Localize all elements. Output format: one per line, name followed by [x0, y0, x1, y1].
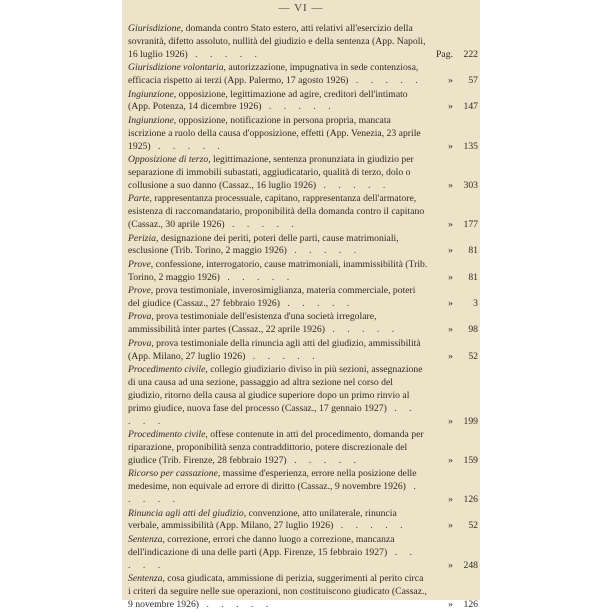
entry-text [128, 573, 428, 612]
index-entry [128, 508, 478, 534]
index-entries [128, 23, 478, 612]
index-entry [128, 285, 478, 311]
page-number: 52 [468, 520, 478, 532]
page-prefix: » [448, 140, 453, 152]
entry-heading: Ricorso per cassazione [128, 468, 218, 480]
entry-text [128, 311, 428, 337]
index-entry [128, 233, 478, 259]
entry-heading: Parte [128, 193, 150, 205]
entry-description: , massime d'esperienza, errore nella posizione delle medesime, non equivale ad errore di diritto (Cassaz., 9 novembre 1926) [128, 468, 417, 493]
entry-text [128, 89, 428, 115]
page-prefix: » [448, 271, 453, 283]
entry-heading: Prova [128, 311, 152, 323]
leader-dots: . . . . . [245, 350, 320, 362]
leader-dots: . . . . . [324, 324, 400, 336]
index-entry [128, 468, 478, 507]
page-number: 126 [463, 494, 478, 506]
entry-text [128, 23, 428, 62]
leader-dots: . . . . . [150, 140, 225, 152]
page-reference [428, 520, 478, 533]
page-reference [428, 351, 478, 364]
entry-description: , designazione dei periti, poteri delle parti, cause matrimoniali, esclusione (Trib. Torino, 2 maggio 1926) [128, 232, 399, 257]
page-prefix: » [448, 245, 453, 257]
page-number: 248 [463, 559, 478, 571]
page-number: 147 [463, 101, 478, 113]
entry-heading: Sentenza [128, 573, 163, 585]
page-number: 177 [463, 219, 478, 231]
page-prefix: » [448, 75, 453, 87]
page-number: 199 [463, 415, 478, 427]
page-prefix: » [448, 559, 453, 571]
entry-description: , opposizione, legittimazione ad agire, creditori dell'intimato (App. Potenza, 14 dicembre 1926) [128, 88, 408, 113]
leader-dots: . . . . . [128, 402, 417, 427]
page-number: 3 [473, 298, 478, 310]
page-prefix: » [448, 179, 453, 191]
entry-text [128, 115, 428, 154]
page-reference [428, 75, 478, 88]
entry-text [128, 364, 428, 429]
page-reference [428, 560, 478, 573]
page-number: 303 [463, 179, 478, 191]
entry-text [128, 508, 428, 534]
page-prefix: » [448, 298, 453, 310]
leader-dots: . . . . . [187, 48, 262, 60]
index-entry [128, 154, 478, 193]
page-reference [428, 49, 478, 62]
leader-dots: . . . . . [128, 481, 421, 506]
page-prefix: » [448, 350, 453, 362]
index-entry [128, 429, 478, 468]
entry-heading: Ingiunzione [128, 88, 174, 100]
entry-text [128, 62, 428, 88]
entry-heading: Ingiunzione [128, 114, 174, 126]
leader-dots: . . . . . [348, 75, 423, 87]
index-entry [128, 573, 478, 612]
entry-heading: Procedimento civile [128, 429, 206, 441]
entry-heading: Prove [128, 285, 151, 297]
page-reference [428, 416, 478, 429]
entry-text [128, 233, 428, 259]
entry-description: , domanda contro Stato estero, atti relativi all'esercizio della sovranità, difetto assoluto, nullità del giudizio e della sentenza (App. Napoli, 16 luglio 1926) [128, 23, 426, 60]
leader-dots: . . . . . [286, 245, 362, 257]
leader-dots: . . . . . [316, 179, 391, 191]
index-entry [128, 193, 478, 232]
entry-text [128, 285, 428, 311]
page-number: 98 [468, 324, 478, 336]
page-prefix: » [448, 454, 453, 466]
entry-heading: Giurisdizione [128, 23, 181, 34]
page-reference [428, 101, 478, 114]
index-entry [128, 89, 478, 115]
page-reference [428, 245, 478, 258]
entry-text [128, 468, 428, 507]
leader-dots: . . . . . [280, 298, 355, 310]
leader-dots: . . . . . [333, 520, 408, 532]
page-number: 81 [468, 271, 478, 283]
entry-heading: Prova [128, 337, 152, 349]
page-number: 159 [463, 454, 478, 466]
leader-dots: . . . . . [261, 101, 336, 113]
page-number: 126 [463, 598, 478, 610]
index-entry [128, 311, 478, 337]
entry-heading: Prove [128, 258, 151, 270]
entry-heading: Giurisdizione volontaria [128, 62, 224, 74]
page-prefix: » [448, 324, 453, 336]
index-entry [128, 62, 478, 88]
index-entry [128, 115, 478, 154]
entry-description: , autorizzazione, impugnativa in sede contenziosa, efficacia rispetto ai terzi (App. Palermo, 17 agosto 1926) [128, 62, 419, 87]
page-reference [428, 272, 478, 285]
page-header: — VI — [278, 2, 324, 14]
page-reference [428, 324, 478, 337]
entry-heading: Opposizione di terzo [128, 154, 209, 166]
page-reference [428, 455, 478, 468]
entry-description: , prova testimoniale della rinuncia agli atti del giudizio, ammissibilità (App. Milano, 27 luglio 1926) [128, 337, 421, 362]
entry-description: , collegio giudiziario diviso in più sezioni, assegnazione di una causa ad una sezione, passaggio ad altra sezione nel corso del giudizio, ritorno della causa al giudice superiore dopo un primo rinvio al primo giudice, nuova fase del processo (Cassaz., 17 gennaio 1927) [128, 364, 423, 414]
entry-description: , rappresentanza processuale, capitano, rappresentanza dell'armatore, esistenza di raccomandatario, proponibilità della domanda contro il capitano (Cassaz., 30 aprile 1926) [128, 193, 425, 231]
page-reference [428, 599, 478, 612]
leader-dots: . . . . . [286, 454, 361, 466]
entry-description: , offese contenute in atti del procedimento, domanda per riparazione, proponibilità senza contraddittorio, potere discrezionale del giudice (Trib. Firenze, 28 febbraio 1927) [128, 429, 424, 466]
page-reference [428, 298, 478, 311]
entry-description: , prova testimoniale, inverosimiglianza, materia commerciale, poteri del giudice (Cassaz., 27 febbraio 1926) [128, 285, 416, 310]
entry-description: , cosa giudicata, ammissione di perizia, suggerimenti al perito circa i criteri da seguire nelle sue operazioni, non costituiscono giudicato (Cassaz., 9 novembre 1926) [128, 573, 427, 610]
entry-text [128, 429, 428, 468]
page-number: 57 [468, 75, 478, 87]
index-entry [128, 259, 478, 285]
entry-heading: Perizia [128, 232, 156, 244]
book-page [122, 0, 480, 610]
entry-description: , convenzione, atto unilaterale, rinuncia verbale, ammissibilità (App. Milano, 27 luglio 1926) [128, 507, 397, 532]
leader-dots: . . . . . [224, 219, 299, 231]
entry-heading: Rinuncia agli atti del giudizio [128, 507, 244, 519]
entry-text [128, 259, 428, 285]
page-prefix: » [448, 598, 453, 610]
page-prefix: » [448, 494, 453, 506]
page-reference [428, 141, 478, 154]
page-prefix: Pag. [436, 48, 453, 60]
entry-description: , legittimazione, sentenza pronunziata in giudizio per separazione di immobili subastati, aggiudicatario, qualità di terzo, dolo o collusione a suo danno (Cassaz., 16 luglio 1926) [128, 154, 414, 191]
page-prefix: » [448, 219, 453, 231]
index-entry [128, 364, 478, 429]
entry-heading: Sentenza [128, 533, 163, 545]
entry-text [128, 338, 428, 364]
index-entry [128, 338, 478, 364]
leader-dots: . . . . . [219, 271, 295, 283]
entry-description: , prova testimoniale dell'esistenza d'una società irregolare, ammissibilità inter partes (Cassaz., 22 aprile 1926) [128, 311, 377, 336]
page-number: 135 [463, 140, 478, 152]
entry-text [128, 193, 428, 232]
entry-description: , opposizione, notificazione in persona propria, mancata iscrizione a ruolo della causa d'opposizione, effetti (App. Venezia, 23 aprile 1925) [128, 114, 421, 152]
entry-description: , confessione, interrogatorio, cause matrimoniali, inammissibilità (Trib. Torino, 2 maggio 1926) [128, 258, 428, 283]
page-prefix: » [448, 101, 453, 113]
index-entry [128, 534, 478, 573]
leader-dots: . . . . . [128, 546, 417, 571]
page-reference [428, 219, 478, 232]
page-number: 52 [468, 350, 478, 362]
page-prefix: » [448, 520, 453, 532]
entry-heading: Procedimento civile [128, 364, 206, 376]
index-entry [128, 23, 478, 62]
page-number: 81 [468, 245, 478, 257]
entry-text [128, 154, 428, 193]
page-number: 222 [463, 48, 478, 60]
leader-dots: . . . . . [199, 598, 274, 610]
page-prefix: » [448, 415, 453, 427]
entry-text [128, 534, 428, 573]
page-reference [428, 494, 478, 507]
entry-description: , correzione, errori che danno luogo a correzione, mancanza dell'indicazione di una delle parti (App. Firenze, 15 febbraio 1927) [128, 533, 395, 558]
page-reference [428, 180, 478, 193]
